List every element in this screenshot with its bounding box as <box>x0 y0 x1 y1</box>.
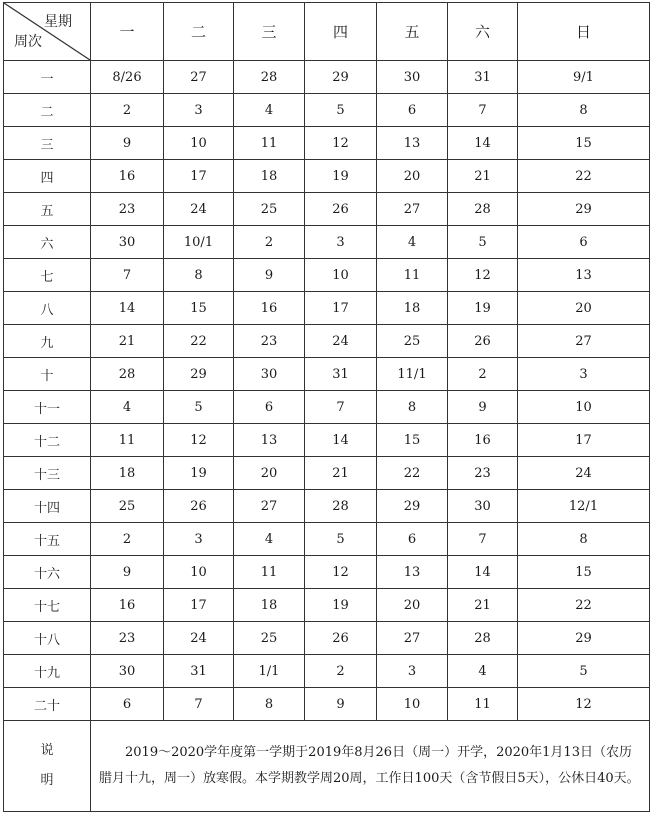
date-cell: 10 <box>377 688 448 721</box>
date-cell: 26 <box>164 490 234 523</box>
date-cell: 17 <box>518 424 650 457</box>
week-number-cell: 六 <box>4 226 91 259</box>
date-cell: 15 <box>518 127 650 160</box>
date-cell: 5 <box>164 391 234 424</box>
date-cell: 3 <box>305 226 377 259</box>
date-cell: 15 <box>377 424 448 457</box>
date-cell: 10/1 <box>164 226 234 259</box>
date-cell: 19 <box>305 160 377 193</box>
date-cell: 28 <box>234 61 305 94</box>
date-cell: 7 <box>305 391 377 424</box>
date-cell: 30 <box>91 655 164 688</box>
date-cell: 28 <box>91 358 164 391</box>
date-cell: 12 <box>164 424 234 457</box>
date-cell: 2 <box>448 358 518 391</box>
date-cell: 25 <box>377 325 448 358</box>
date-cell: 10 <box>305 259 377 292</box>
date-cell: 8 <box>518 94 650 127</box>
date-cell: 31 <box>164 655 234 688</box>
date-cell: 28 <box>448 622 518 655</box>
date-cell: 31 <box>305 358 377 391</box>
week-row <box>4 523 650 556</box>
date-cell: 4 <box>448 655 518 688</box>
note-label-line: 说 <box>40 743 54 758</box>
date-cell: 8/26 <box>91 61 164 94</box>
week-row <box>4 259 650 292</box>
week-number-cell: 十九 <box>4 655 91 688</box>
day-header: 二 <box>164 3 234 61</box>
date-cell: 19 <box>305 589 377 622</box>
date-cell: 6 <box>91 688 164 721</box>
day-header: 日 <box>518 3 650 61</box>
header-row <box>4 3 650 61</box>
date-cell: 26 <box>305 622 377 655</box>
date-cell: 13 <box>377 127 448 160</box>
day-header: 六 <box>448 3 518 61</box>
date-cell: 16 <box>91 160 164 193</box>
date-cell: 21 <box>448 589 518 622</box>
date-cell: 25 <box>91 490 164 523</box>
date-cell: 17 <box>305 292 377 325</box>
date-cell: 27 <box>377 193 448 226</box>
date-cell: 22 <box>377 457 448 490</box>
date-cell: 11 <box>377 259 448 292</box>
date-cell: 14 <box>91 292 164 325</box>
date-cell: 13 <box>377 556 448 589</box>
note-row <box>4 721 650 812</box>
date-cell: 4 <box>234 523 305 556</box>
date-cell: 11 <box>91 424 164 457</box>
date-cell: 26 <box>305 193 377 226</box>
date-cell: 30 <box>448 490 518 523</box>
date-cell: 24 <box>164 622 234 655</box>
date-cell: 27 <box>377 622 448 655</box>
date-cell: 16 <box>91 589 164 622</box>
week-number-cell: 二 <box>4 94 91 127</box>
date-cell: 17 <box>164 589 234 622</box>
date-cell: 7 <box>164 688 234 721</box>
date-cell: 28 <box>305 490 377 523</box>
date-cell: 12 <box>305 556 377 589</box>
week-number-cell: 十七 <box>4 589 91 622</box>
week-number-cell: 五 <box>4 193 91 226</box>
date-cell: 21 <box>305 457 377 490</box>
date-cell: 12/1 <box>518 490 650 523</box>
note-text: 2019～2020学年度第一学期于2019年8月26日（周一）开学，2020年1月13日（农历腊月十九，周一）放寒假。本学期教学周20周，工作日100天（含节假日5天），公休日40天。 <box>91 721 650 812</box>
date-cell: 20 <box>518 292 650 325</box>
week-number-cell: 九 <box>4 325 91 358</box>
date-cell: 29 <box>305 61 377 94</box>
week-row <box>4 688 650 721</box>
day-header: 五 <box>377 3 448 61</box>
date-cell: 22 <box>164 325 234 358</box>
day-header: 四 <box>305 3 377 61</box>
date-cell: 27 <box>234 490 305 523</box>
date-cell: 22 <box>518 589 650 622</box>
date-cell: 13 <box>518 259 650 292</box>
date-cell: 12 <box>305 127 377 160</box>
date-cell: 14 <box>305 424 377 457</box>
date-cell: 11 <box>234 127 305 160</box>
date-cell: 9 <box>91 556 164 589</box>
date-cell: 6 <box>377 94 448 127</box>
date-cell: 23 <box>91 193 164 226</box>
date-cell: 4 <box>377 226 448 259</box>
week-axis-label: 周次 <box>14 34 42 50</box>
week-number-cell: 十三 <box>4 457 91 490</box>
date-cell: 14 <box>448 556 518 589</box>
date-cell: 21 <box>448 160 518 193</box>
day-header: 三 <box>234 3 305 61</box>
date-cell: 18 <box>377 292 448 325</box>
date-cell: 10 <box>164 127 234 160</box>
date-cell: 8 <box>234 688 305 721</box>
week-row <box>4 556 650 589</box>
date-cell: 27 <box>164 61 234 94</box>
week-row <box>4 622 650 655</box>
date-cell: 22 <box>518 160 650 193</box>
week-number-cell: 八 <box>4 292 91 325</box>
week-number-cell: 十四 <box>4 490 91 523</box>
date-cell: 29 <box>518 193 650 226</box>
date-cell: 2 <box>234 226 305 259</box>
week-number-cell: 十 <box>4 358 91 391</box>
date-cell: 19 <box>448 292 518 325</box>
date-cell: 5 <box>305 94 377 127</box>
weeks-body <box>4 61 650 721</box>
week-number-cell: 一 <box>4 61 91 94</box>
date-cell: 6 <box>518 226 650 259</box>
date-cell: 27 <box>518 325 650 358</box>
week-number-cell: 十八 <box>4 622 91 655</box>
date-cell: 5 <box>448 226 518 259</box>
week-row <box>4 127 650 160</box>
date-cell: 30 <box>377 61 448 94</box>
week-row <box>4 61 650 94</box>
week-row <box>4 226 650 259</box>
date-cell: 14 <box>448 127 518 160</box>
week-row <box>4 457 650 490</box>
date-cell: 20 <box>377 160 448 193</box>
date-cell: 11 <box>234 556 305 589</box>
week-row <box>4 160 650 193</box>
week-number-cell: 七 <box>4 259 91 292</box>
week-row <box>4 358 650 391</box>
date-cell: 25 <box>234 622 305 655</box>
date-cell: 9 <box>305 688 377 721</box>
date-cell: 19 <box>164 457 234 490</box>
date-cell: 10 <box>518 391 650 424</box>
week-number-cell: 四 <box>4 160 91 193</box>
date-cell: 16 <box>234 292 305 325</box>
date-cell: 4 <box>91 391 164 424</box>
date-cell: 23 <box>234 325 305 358</box>
date-cell: 15 <box>518 556 650 589</box>
date-cell: 16 <box>448 424 518 457</box>
date-cell: 24 <box>518 457 650 490</box>
date-cell: 3 <box>518 358 650 391</box>
day-header: 一 <box>91 3 164 61</box>
date-cell: 3 <box>164 523 234 556</box>
date-cell: 25 <box>234 193 305 226</box>
week-number-cell: 十六 <box>4 556 91 589</box>
date-cell: 7 <box>448 523 518 556</box>
date-cell: 5 <box>305 523 377 556</box>
date-cell: 5 <box>518 655 650 688</box>
date-cell: 24 <box>305 325 377 358</box>
week-row <box>4 193 650 226</box>
date-cell: 29 <box>377 490 448 523</box>
date-cell: 13 <box>234 424 305 457</box>
date-cell: 12 <box>518 688 650 721</box>
week-row <box>4 589 650 622</box>
date-cell: 24 <box>164 193 234 226</box>
date-cell: 15 <box>164 292 234 325</box>
header-corner-cell <box>4 3 91 61</box>
week-row <box>4 655 650 688</box>
weekday-axis-label: 星期 <box>44 14 72 30</box>
date-cell: 2 <box>305 655 377 688</box>
date-cell: 23 <box>448 457 518 490</box>
date-cell: 10 <box>164 556 234 589</box>
note-label-cell <box>4 721 91 812</box>
week-row <box>4 292 650 325</box>
week-number-cell: 十一 <box>4 391 91 424</box>
date-cell: 2 <box>91 523 164 556</box>
date-cell: 9/1 <box>518 61 650 94</box>
date-cell: 28 <box>448 193 518 226</box>
week-row <box>4 325 650 358</box>
date-cell: 7 <box>448 94 518 127</box>
date-cell: 9 <box>234 259 305 292</box>
date-cell: 6 <box>377 523 448 556</box>
date-cell: 18 <box>91 457 164 490</box>
week-number-cell: 十二 <box>4 424 91 457</box>
note-label-line: 明 <box>40 773 54 788</box>
date-cell: 29 <box>164 358 234 391</box>
date-cell: 9 <box>448 391 518 424</box>
date-cell: 8 <box>377 391 448 424</box>
week-number-cell: 三 <box>4 127 91 160</box>
date-cell: 4 <box>234 94 305 127</box>
week-number-cell: 二十 <box>4 688 91 721</box>
date-cell: 3 <box>377 655 448 688</box>
date-cell: 7 <box>91 259 164 292</box>
date-cell: 29 <box>518 622 650 655</box>
date-cell: 8 <box>518 523 650 556</box>
date-cell: 20 <box>377 589 448 622</box>
date-cell: 30 <box>91 226 164 259</box>
date-cell: 3 <box>164 94 234 127</box>
school-calendar-table <box>3 2 650 812</box>
date-cell: 18 <box>234 589 305 622</box>
date-cell: 23 <box>91 622 164 655</box>
week-number-cell: 十五 <box>4 523 91 556</box>
date-cell: 17 <box>164 160 234 193</box>
date-cell: 8 <box>164 259 234 292</box>
date-cell: 2 <box>91 94 164 127</box>
week-row <box>4 94 650 127</box>
week-row <box>4 424 650 457</box>
date-cell: 11 <box>448 688 518 721</box>
date-cell: 26 <box>448 325 518 358</box>
date-cell: 9 <box>91 127 164 160</box>
date-cell: 30 <box>234 358 305 391</box>
date-cell: 18 <box>234 160 305 193</box>
date-cell: 1/1 <box>234 655 305 688</box>
date-cell: 20 <box>234 457 305 490</box>
date-cell: 31 <box>448 61 518 94</box>
date-cell: 12 <box>448 259 518 292</box>
week-row <box>4 490 650 523</box>
date-cell: 21 <box>91 325 164 358</box>
week-row <box>4 391 650 424</box>
date-cell: 6 <box>234 391 305 424</box>
date-cell: 11/1 <box>377 358 448 391</box>
